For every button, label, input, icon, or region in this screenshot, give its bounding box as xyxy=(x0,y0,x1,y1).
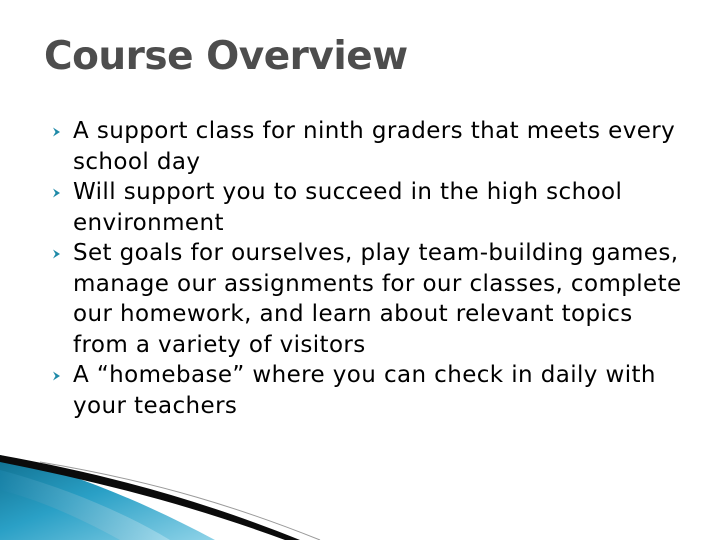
bullet-text: Will support you to succeed in the high school environment xyxy=(73,179,623,236)
chevron-bullet-icon xyxy=(52,188,61,198)
bullet-item xyxy=(52,177,692,238)
chevron-bullet-icon xyxy=(52,371,61,381)
chevron-bullet-icon xyxy=(52,249,61,259)
slide-title: Course Overview xyxy=(44,34,408,79)
bullet-list xyxy=(52,116,692,421)
bullet-text: A support class for ninth graders that meets every school day xyxy=(73,118,676,175)
bullet-text: A “homebase” where you can check in daily with your teachers xyxy=(73,362,656,419)
bullet-item xyxy=(52,360,692,421)
bullet-item xyxy=(52,116,692,177)
chevron-bullet-icon xyxy=(52,127,61,137)
bullet-text: Set goals for ourselves, play team-building games, manage our assignments for our classes, complete our homework, and learn about relevant topics from a variety of visitors xyxy=(73,240,682,358)
bullet-item xyxy=(52,238,692,360)
